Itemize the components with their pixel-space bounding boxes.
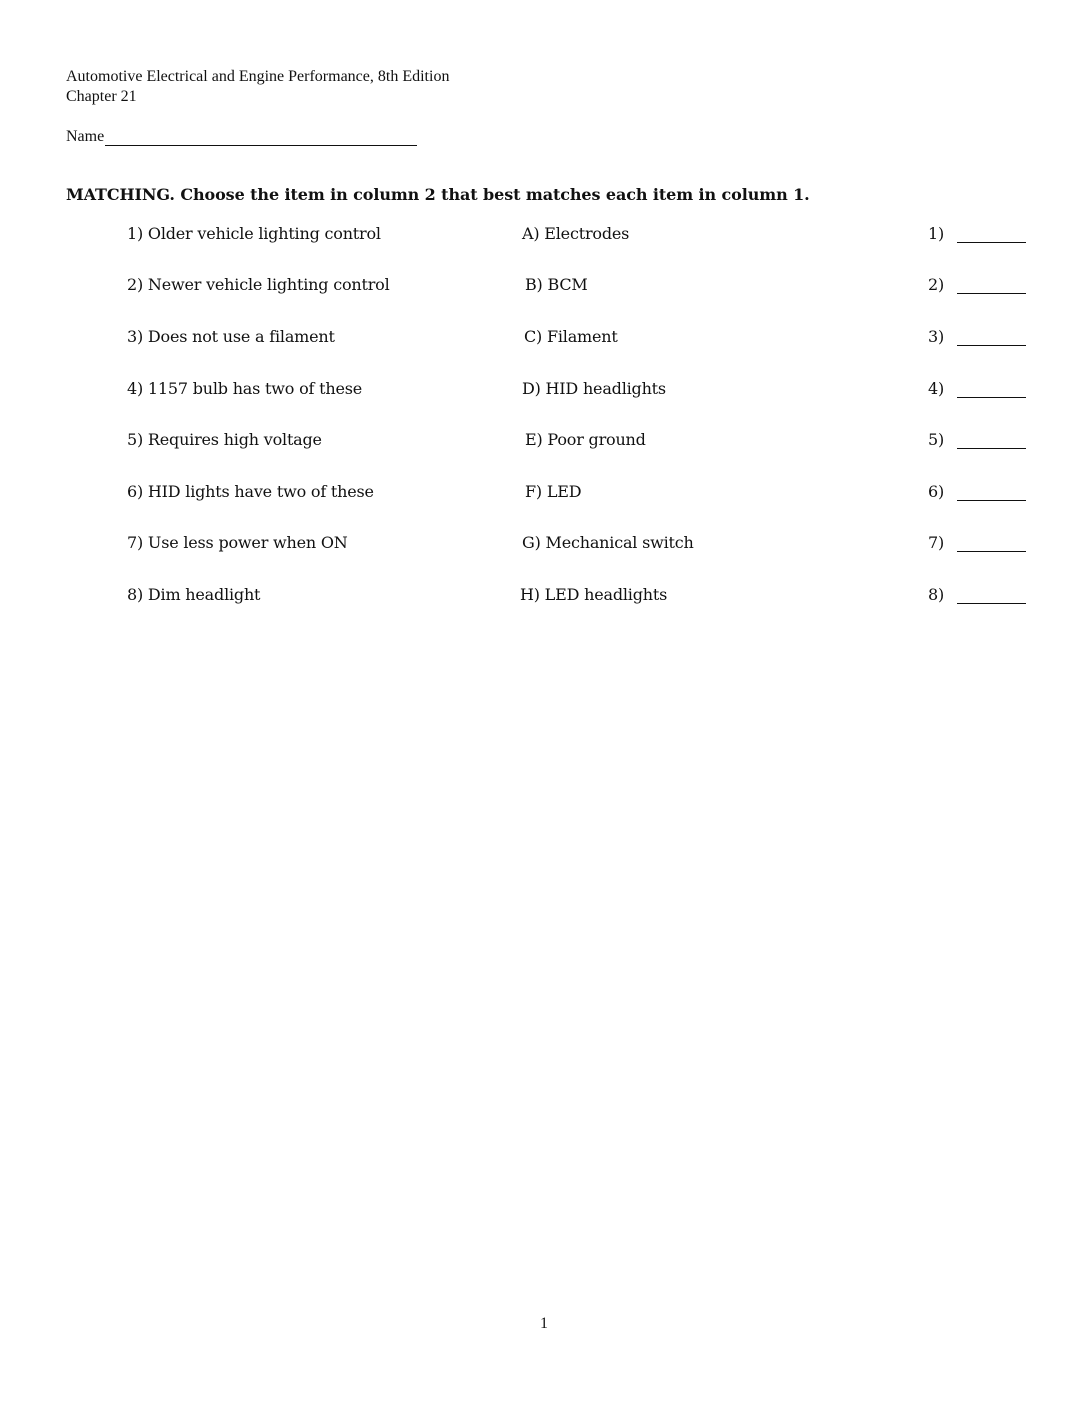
book-title: Automotive Electrical and Engine Performance, 8th Edition (66, 68, 450, 85)
answer-blank-8[interactable] (957, 603, 1026, 604)
name-label: Name (66, 128, 105, 145)
choice-h: H) LED headlights (520, 585, 668, 604)
blank-number-8: 8) (928, 585, 945, 604)
choice-a: A) Electrodes (522, 224, 630, 243)
choice-b: B) BCM (525, 275, 588, 294)
choice-g: G) Mechanical switch (522, 533, 694, 552)
choice-c: C) Filament (524, 327, 618, 346)
term-6: 6) HID lights have two of these (127, 482, 374, 501)
matching-row-5 (0, 426, 1088, 454)
term-7: 7) Use less power when ON (127, 533, 348, 552)
term-3: 3) Does not use a filament (127, 327, 335, 346)
term-4: 4) 1157 bulb has two of these (127, 379, 363, 398)
matching-row-3 (0, 323, 1088, 351)
matching-row-4 (0, 375, 1088, 403)
blank-number-2: 2) (928, 275, 945, 294)
page-number: 1 (540, 1315, 548, 1332)
blank-number-1: 1) (928, 224, 945, 243)
matching-row-1 (0, 220, 1088, 248)
matching-row-8 (0, 581, 1088, 609)
answer-blank-6[interactable] (957, 500, 1026, 501)
term-1: 1) Older vehicle lighting control (127, 224, 381, 243)
blank-number-4: 4) (928, 379, 945, 398)
answer-blank-7[interactable] (957, 551, 1026, 552)
blank-number-6: 6) (928, 482, 945, 501)
answer-blank-5[interactable] (957, 448, 1026, 449)
answer-blank-1[interactable] (957, 242, 1026, 243)
choice-e: E) Poor ground (525, 430, 646, 449)
matching-row-6 (0, 478, 1088, 506)
matching-instructions: MATCHING. Choose the item in column 2 that best matches each item in column 1. (66, 185, 810, 204)
name-field[interactable] (66, 124, 417, 146)
term-2: 2) Newer vehicle lighting control (127, 275, 390, 294)
name-blank-line[interactable] (105, 127, 417, 146)
matching-row-7 (0, 529, 1088, 557)
chapter-label: Chapter 21 (66, 88, 137, 105)
blank-number-5: 5) (928, 430, 945, 449)
choice-f: F) LED (525, 482, 582, 501)
answer-blank-3[interactable] (957, 345, 1026, 346)
matching-row-2 (0, 271, 1088, 299)
blank-number-7: 7) (928, 533, 945, 552)
choice-d: D) HID headlights (522, 379, 666, 398)
blank-number-3: 3) (928, 327, 945, 346)
term-5: 5) Requires high voltage (127, 430, 322, 449)
answer-blank-2[interactable] (957, 293, 1026, 294)
answer-blank-4[interactable] (957, 397, 1026, 398)
term-8: 8) Dim headlight (127, 585, 261, 604)
